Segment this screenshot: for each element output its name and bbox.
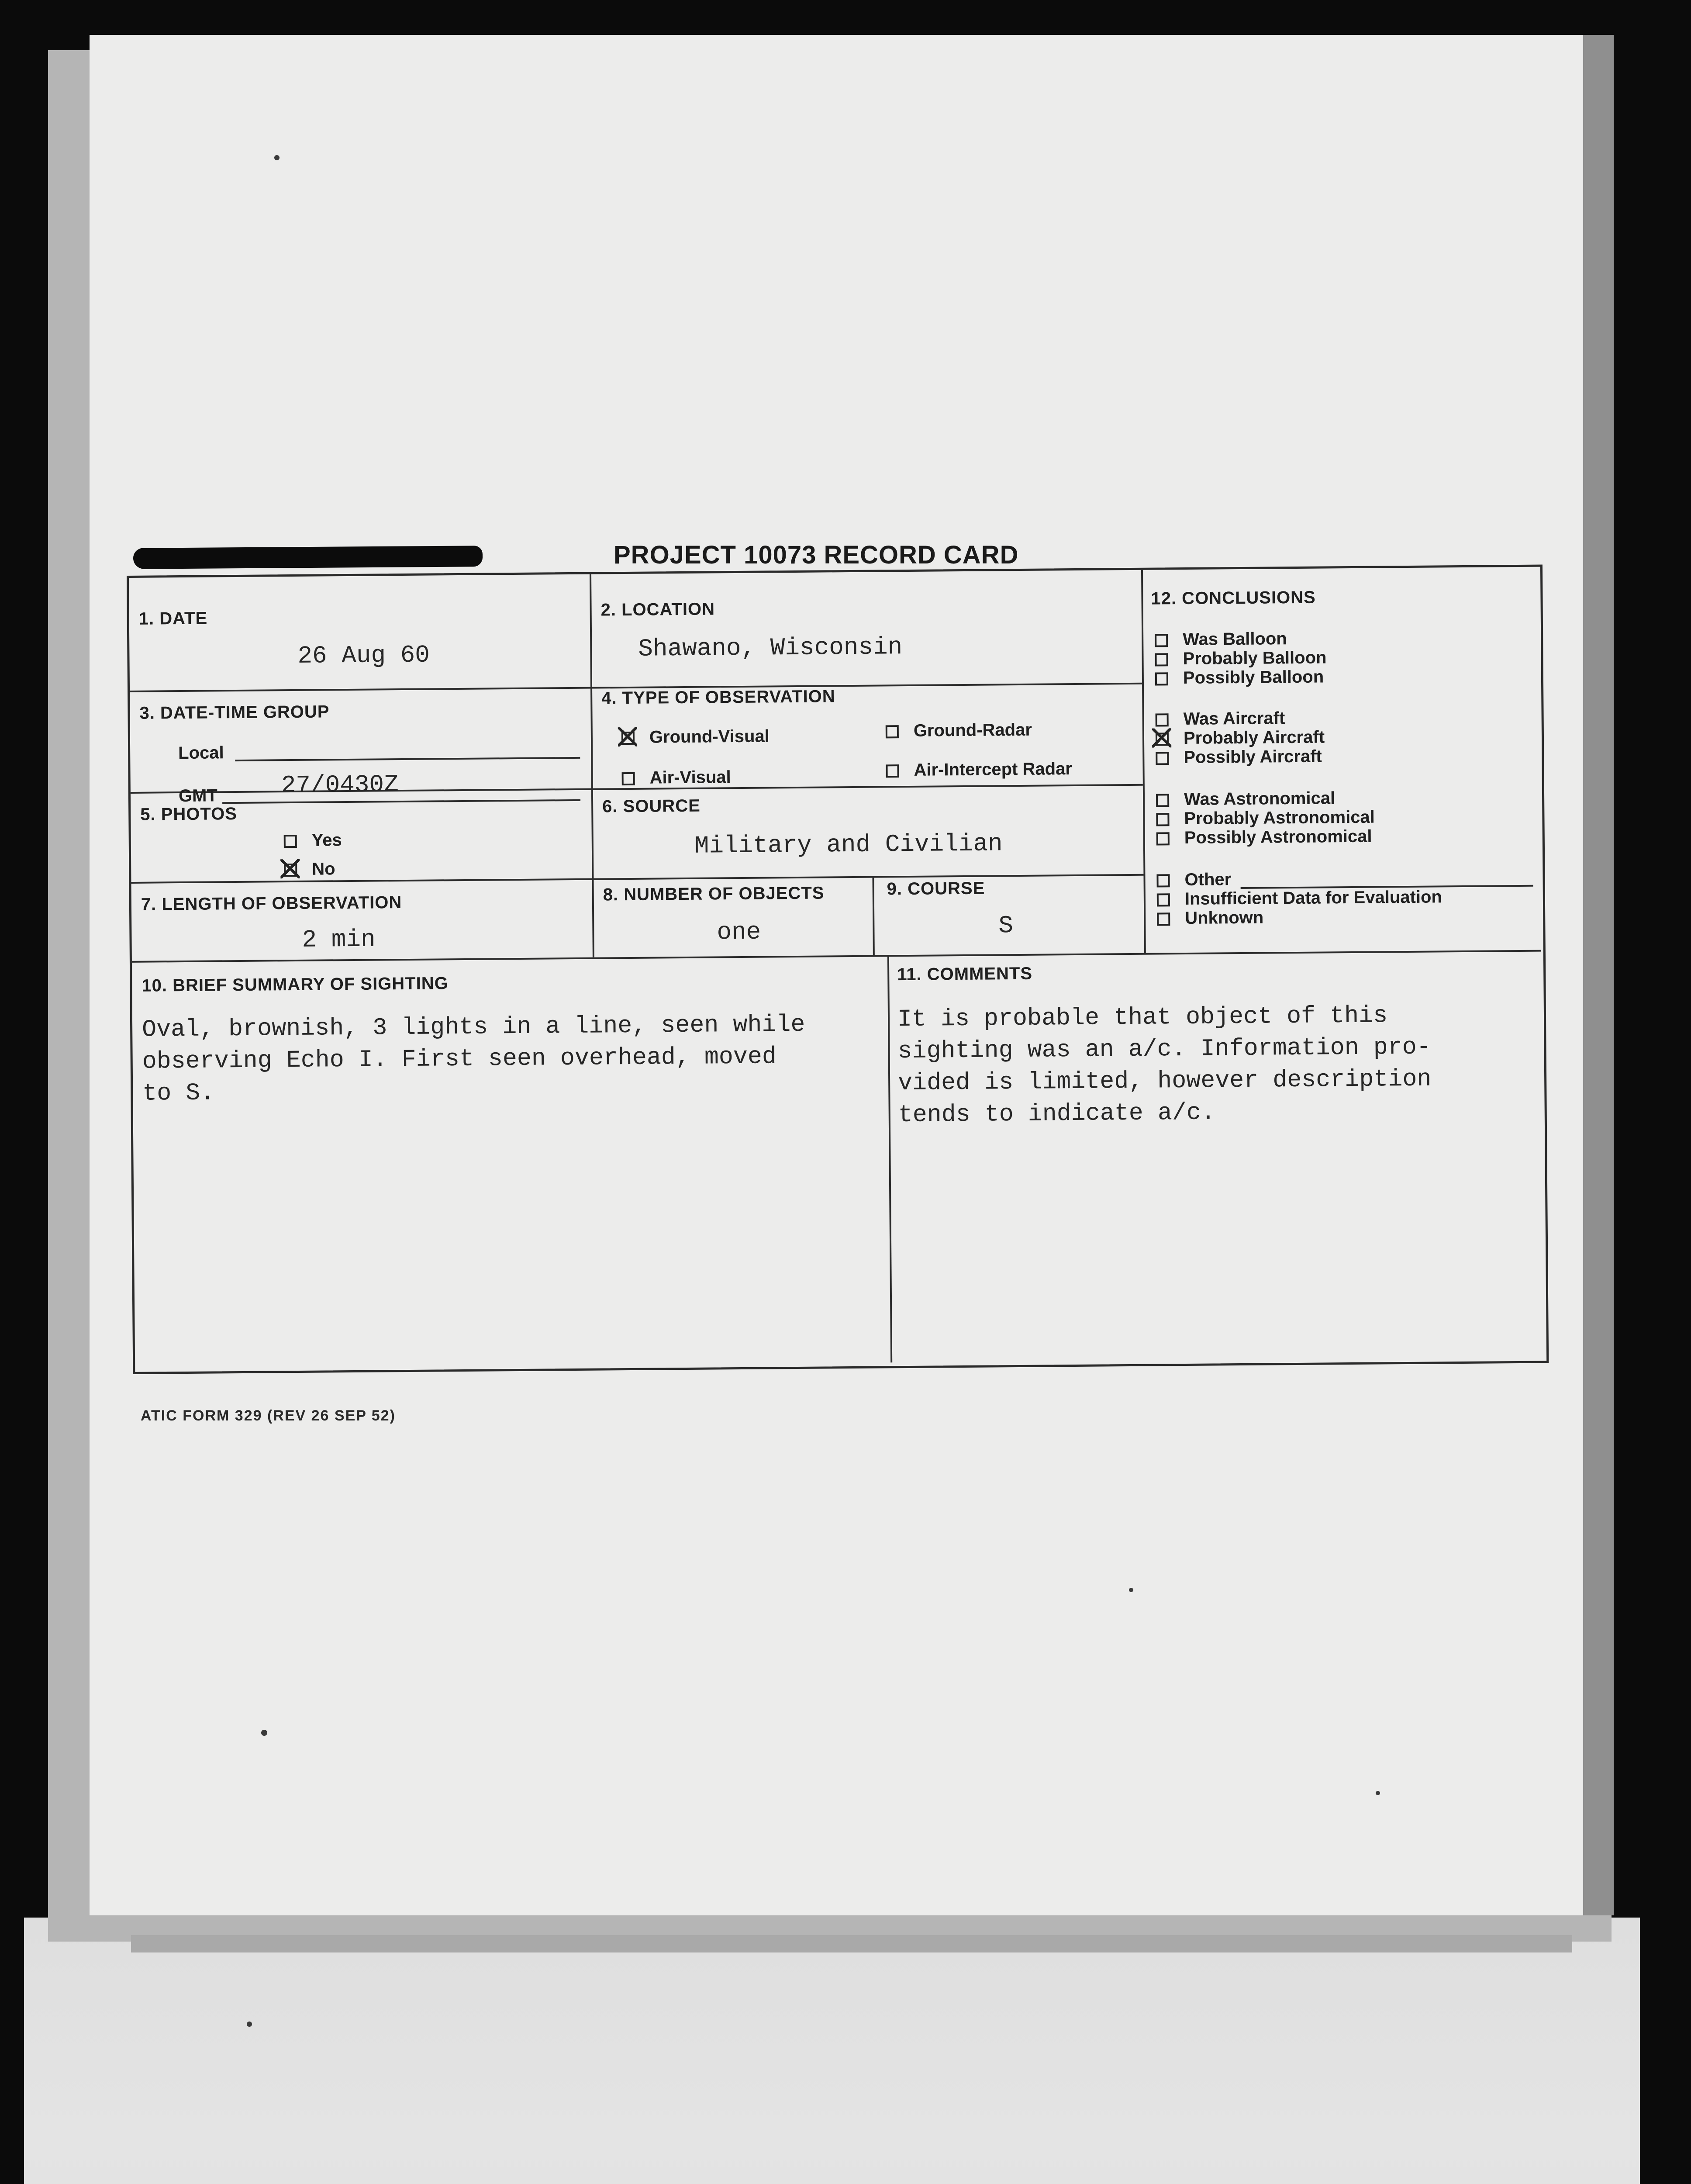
conclusion-probably-aircraft[interactable]: [1156, 727, 1325, 748]
comments-line: tends to indicate a/c.: [898, 1099, 1216, 1129]
number-of-objects-value: one: [717, 918, 761, 947]
conclusion-other[interactable]: [1156, 870, 1231, 890]
date-time-group-label: 3. DATE-TIME GROUP: [139, 702, 330, 723]
divider-v-2: [1141, 570, 1146, 953]
photos-option-label: Yes: [311, 830, 342, 850]
conclusion-label: Probably Astronomical: [1184, 807, 1375, 828]
obs-option-air-intercept-radar[interactable]: [886, 759, 1072, 780]
card-title: PROJECT 10073 RECORD CARD: [614, 541, 1019, 569]
photos-option-no[interactable]: [284, 859, 335, 879]
checkbox-probably-astronomical[interactable]: [1156, 813, 1169, 826]
conclusion-possibly-aircraft[interactable]: [1156, 747, 1322, 768]
date-value: 26 Aug 60: [297, 641, 430, 670]
conclusion-label: Insufficient Data for Evaluation: [1184, 887, 1443, 909]
gmt-label: GMT: [178, 786, 218, 806]
paper-edge: [1583, 35, 1614, 1915]
comments-line: It is probable that object of this: [897, 1002, 1388, 1033]
conclusion-label: Possibly Astronomical: [1184, 826, 1372, 847]
obs-option-ground-radar[interactable]: [886, 720, 1032, 741]
conclusion-probably-astronomical[interactable]: [1156, 808, 1375, 829]
divider-v-1: [590, 574, 594, 957]
photos-option-label: No: [312, 859, 335, 879]
paper-bottom-band: [131, 1935, 1572, 1952]
photos-label: 5. PHOTOS: [140, 804, 238, 824]
checkbox-was-astronomical[interactable]: [1156, 794, 1169, 807]
lower-sheet: [24, 1918, 1640, 2184]
redaction-mark: [133, 546, 483, 569]
source-label: 6. SOURCE: [602, 796, 701, 816]
date-label: 1. DATE: [138, 608, 208, 629]
checkbox-possibly-aircraft[interactable]: [1156, 752, 1169, 765]
conclusion-label: Possibly Aircraft: [1184, 746, 1322, 767]
checkbox-was-balloon[interactable]: [1155, 634, 1168, 647]
checkbox-possibly-astronomical[interactable]: [1156, 833, 1170, 846]
checkbox-air-visual[interactable]: [622, 772, 635, 785]
gmt-underline: [222, 799, 580, 804]
brief-summary-text: [142, 1009, 806, 1109]
checkbox-ground-visual[interactable]: [621, 732, 635, 745]
dust-speck: [247, 2022, 252, 2027]
comments-line: vided is limited, however description: [897, 1065, 1432, 1097]
conclusion-unknown[interactable]: [1157, 908, 1263, 929]
obs-option-ground-visual[interactable]: [621, 726, 770, 747]
checkbox-probably-aircraft[interactable]: [1156, 733, 1169, 746]
checkbox-photos-no[interactable]: [284, 864, 297, 877]
obs-option-air-visual[interactable]: [621, 767, 731, 788]
length-of-observation-label: 7. LENGTH OF OBSERVATION: [141, 893, 402, 914]
conclusion-was-aircraft[interactable]: [1155, 708, 1285, 729]
divider-v-4: [887, 955, 892, 1362]
checkbox-probably-balloon[interactable]: [1155, 653, 1168, 667]
checkbox-other[interactable]: [1156, 874, 1170, 888]
checkbox-unknown[interactable]: [1157, 913, 1170, 926]
obs-option-label: Ground-Visual: [649, 726, 770, 747]
checkbox-photos-yes[interactable]: [284, 835, 297, 848]
local-label: Local: [178, 743, 224, 763]
type-of-observation-label: 4. TYPE OF OBSERVATION: [601, 687, 835, 708]
conclusion-probably-balloon[interactable]: [1155, 648, 1326, 669]
conclusion-label: Probably Balloon: [1183, 648, 1327, 669]
form-id: ATIC FORM 329 (REV 26 SEP 52): [141, 1407, 396, 1424]
brief-summary-line: to S.: [142, 1079, 215, 1107]
course-value: S: [998, 912, 1014, 940]
obs-option-label: Air-Visual: [649, 767, 731, 788]
conclusion-possibly-balloon[interactable]: [1155, 667, 1324, 688]
source-value: Military and Civilian: [694, 829, 1003, 860]
conclusion-label: Possibly Balloon: [1183, 667, 1324, 688]
brief-summary-label: 10. BRIEF SUMMARY OF SIGHTING: [141, 974, 449, 995]
conclusion-insufficient-data[interactable]: [1157, 887, 1442, 909]
dust-speck: [274, 155, 280, 160]
brief-summary-line: observing Echo I. First seen overhead, moved: [142, 1043, 777, 1075]
record-card: [127, 565, 1549, 1374]
conclusion-was-balloon[interactable]: [1155, 629, 1287, 650]
comments-text: [897, 999, 1432, 1131]
course-label: 9. COURSE: [887, 878, 985, 899]
brief-summary-line: Oval, brownish, 3 lights in a line, seen while: [141, 1010, 805, 1044]
checkbox-possibly-balloon[interactable]: [1155, 673, 1168, 686]
conclusion-label: Was Astronomical: [1184, 788, 1336, 809]
conclusion-possibly-astronomical[interactable]: [1156, 827, 1372, 848]
location-label: 2. LOCATION: [600, 599, 715, 620]
dust-speck: [1376, 1791, 1380, 1795]
dust-speck: [1129, 1588, 1133, 1592]
divider-v-3: [872, 876, 874, 955]
local-underline: [235, 757, 580, 761]
location-value: Shawano, Wisconsin: [638, 633, 903, 663]
conclusion-label: Other: [1184, 870, 1232, 889]
obs-option-label: Air-Intercept Radar: [914, 759, 1073, 780]
checkbox-air-intercept-radar[interactable]: [886, 765, 899, 778]
checkbox-ground-radar[interactable]: [886, 726, 899, 739]
dust-speck: [261, 1730, 267, 1736]
length-of-observation-value: 2 min: [302, 925, 376, 954]
conclusion-label: Unknown: [1185, 908, 1264, 928]
checkbox-was-aircraft[interactable]: [1156, 714, 1169, 727]
photos-option-yes[interactable]: [284, 830, 342, 850]
checkbox-insufficient-data[interactable]: [1157, 894, 1170, 907]
conclusion-label: Was Aircraft: [1183, 708, 1285, 729]
conclusions-label: 12. CONCLUSIONS: [1151, 587, 1316, 608]
comments-line: sighting was an a/c. Information pro-: [897, 1033, 1432, 1065]
conclusion-was-astronomical[interactable]: [1156, 788, 1335, 809]
obs-option-label: Ground-Radar: [913, 720, 1032, 740]
gmt-value: 27/0430Z: [281, 771, 399, 800]
number-of-objects-label: 8. NUMBER OF OBJECTS: [603, 883, 825, 905]
conclusion-label: Probably Aircraft: [1183, 727, 1325, 748]
comments-label: 11. COMMENTS: [897, 964, 1033, 985]
conclusion-label: Was Balloon: [1183, 629, 1287, 650]
